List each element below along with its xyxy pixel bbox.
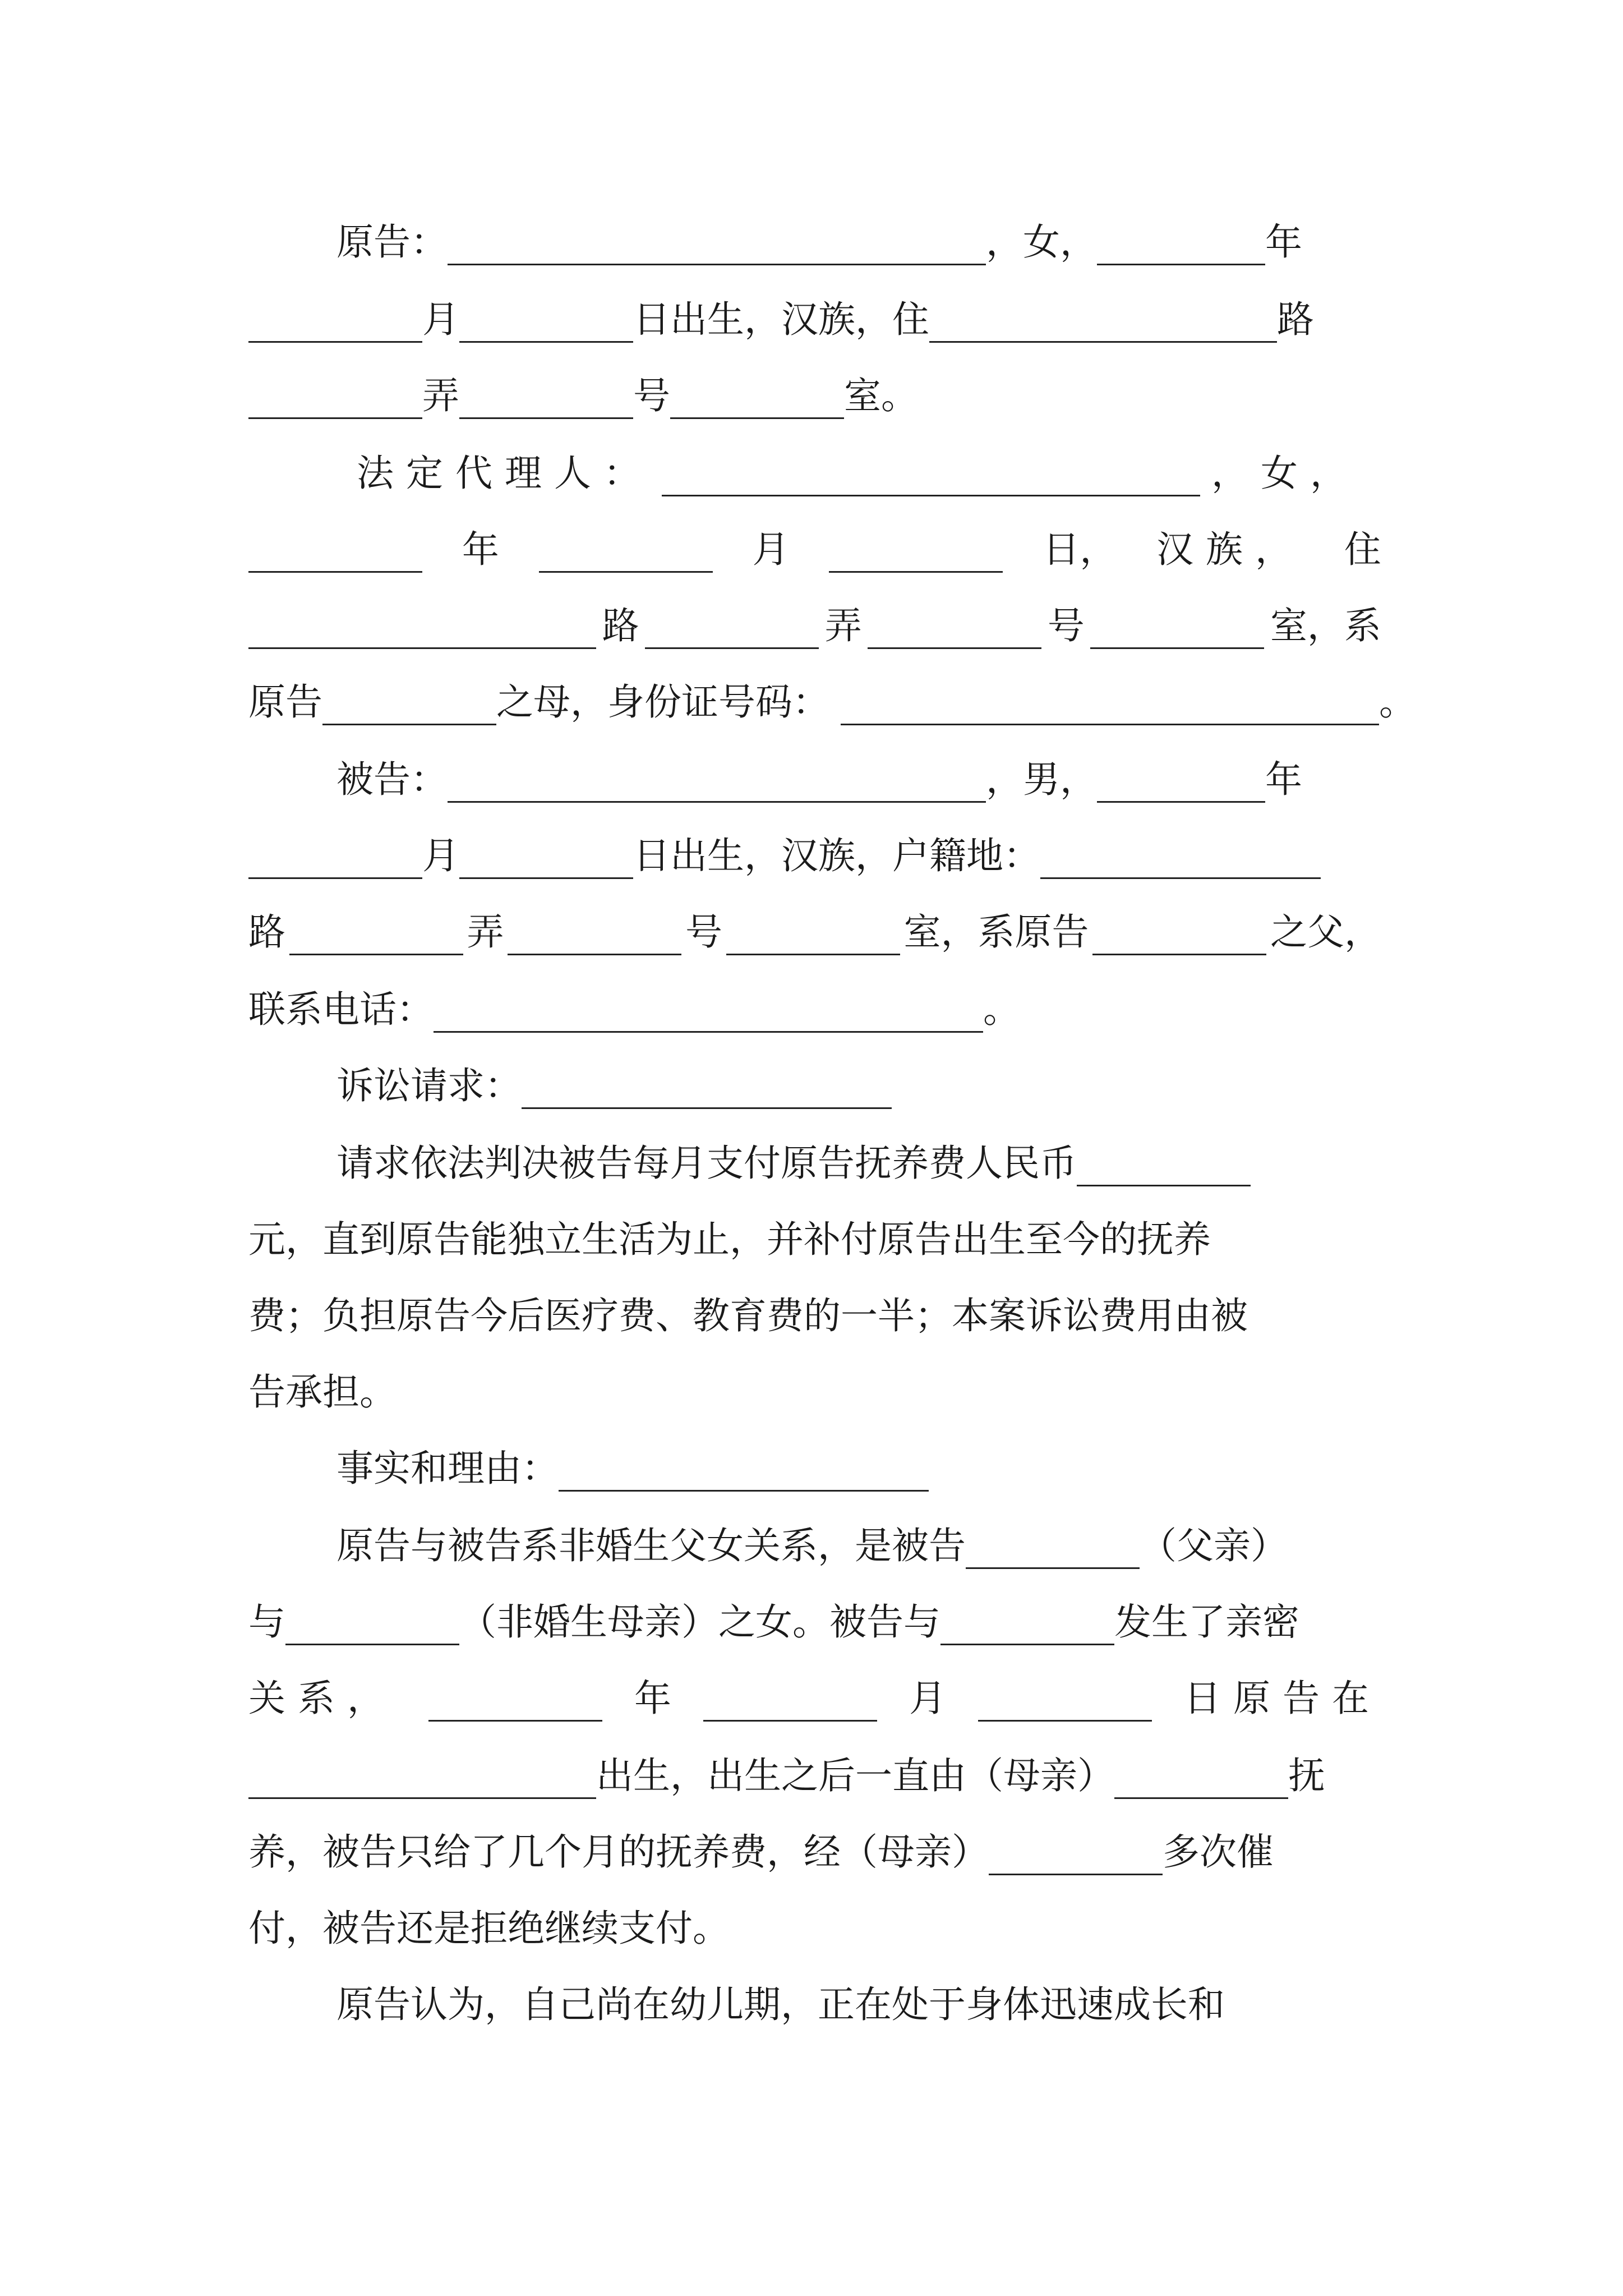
representative-room-blank — [1090, 604, 1264, 649]
facts-text-1f1: 关系， — [248, 1677, 396, 1720]
defendant-month-blank — [248, 834, 422, 879]
claims-text-4: 告承担。 — [248, 1370, 396, 1414]
plaintiff-birth: 日出生，汉族，住 — [633, 298, 929, 341]
defendant-phone-label: 联系电话： — [248, 988, 434, 1031]
representative-lane-blank — [645, 604, 819, 649]
plaintiff-number-blank — [459, 374, 633, 419]
claims-text-1: 请求依法判决被告每月支付原告抚养费人民币 — [336, 1142, 1077, 1185]
plaintiff-number: 号 — [633, 374, 670, 417]
representative-number-blank — [868, 604, 1041, 649]
plaintiff-year-blank — [1097, 220, 1265, 265]
representative-month-blank — [539, 527, 713, 573]
facts-text-1i: 养，被告只给了几个月的抚养费，经（母亲） — [248, 1830, 989, 1874]
representative-road-blank — [248, 604, 596, 649]
facts-text-1f2: 年 — [634, 1677, 671, 1720]
plaintiff-line-2 — [248, 292, 1381, 348]
defendant-father: 之父， — [1270, 910, 1381, 954]
representative-label: 法定代理人： — [357, 452, 653, 495]
defendant-line-1 — [336, 752, 1381, 808]
defendant-lane-blank — [289, 910, 463, 955]
facts-heading: 事实和理由： — [336, 1447, 559, 1490]
defendant-room: 室，系原告 — [903, 910, 1089, 954]
plaintiff-room-blank — [670, 374, 844, 419]
representative-year: 年 — [462, 528, 499, 571]
representative-ethnic: 汉族， — [1156, 528, 1305, 571]
claims-line-1 — [336, 1135, 1381, 1191]
plaintiff-lane: 弄 — [422, 374, 459, 417]
representative-line-1 — [357, 445, 1381, 501]
facts-text-1b: （父亲） — [1140, 1524, 1288, 1567]
facts-text-1f4: 日原告在 — [1184, 1677, 1381, 1720]
defendant-number-blank — [508, 910, 681, 955]
plaintiff-month: 月 — [422, 298, 459, 341]
defendant-line-3 — [248, 904, 1381, 960]
representative-number: 号 — [1047, 604, 1085, 647]
representative-room: 室，系 — [1270, 604, 1381, 647]
facts-raiser-blank — [1114, 1754, 1288, 1799]
facts-text-1f3: 月 — [909, 1677, 946, 1720]
representative-year-blank — [248, 527, 422, 573]
facts-heading-blank — [559, 1446, 929, 1492]
facts-text-1a: 原告与被告系非婚生父女关系，是被告 — [336, 1524, 966, 1567]
plaintiff-line-3 — [248, 368, 1381, 424]
representative-relation-prefix: 原告 — [248, 680, 322, 724]
facts-line-7 — [336, 1977, 1381, 2033]
facts-text-1c: 与 — [248, 1600, 285, 1644]
plaintiff-label: 原告： — [336, 220, 448, 264]
defendant-child-blank — [1092, 910, 1266, 955]
representative-lane: 弄 — [824, 604, 862, 647]
facts-text-1j: 多次催 — [1163, 1830, 1274, 1874]
facts-text-1h: 抚 — [1288, 1754, 1325, 1797]
claims-text-3: 费；负担原告今后医疗费、教育费的一半；本案诉讼费用由被 — [248, 1294, 1248, 1337]
representative-live: 住 — [1344, 528, 1381, 571]
facts-text-1k: 付，被告还是拒绝继续支付。 — [248, 1907, 730, 1950]
facts-year-blank — [428, 1676, 602, 1722]
representative-id-blank — [841, 680, 1379, 725]
defendant-line-4 — [248, 982, 1381, 1038]
defendant-line-2 — [248, 828, 1381, 884]
plaintiff-gender: ，女， — [986, 220, 1097, 264]
facts-month-blank — [703, 1676, 877, 1722]
representative-name-blank — [662, 451, 1200, 496]
facts-mother-blank — [285, 1600, 459, 1645]
claims-line-3 — [248, 1288, 1381, 1344]
defendant-gender: ，男， — [986, 758, 1097, 801]
plaintiff-road: 路 — [1277, 298, 1314, 341]
plaintiff-lane-blank — [248, 374, 422, 419]
representative-end: 。 — [1379, 680, 1416, 724]
representative-day-blank — [829, 527, 1003, 573]
plaintiff-month-blank — [248, 297, 422, 343]
claims-heading-line — [336, 1058, 1381, 1114]
facts-place-blank — [248, 1754, 596, 1799]
representative-id-label: 之母，身份证号码： — [496, 680, 829, 724]
representative-line-3 — [248, 598, 1381, 654]
facts-father-blank — [966, 1524, 1140, 1569]
plaintiff-name-blank — [448, 220, 986, 265]
representative-month: 月 — [752, 528, 790, 571]
defendant-day-blank — [459, 834, 633, 879]
defendant-domicile-blank — [1040, 834, 1321, 879]
plaintiff-room: 室。 — [844, 374, 918, 417]
defendant-year-blank — [1097, 757, 1265, 803]
facts-urger-blank — [989, 1830, 1163, 1875]
facts-line-3 — [248, 1671, 1381, 1727]
facts-text-2: 原告认为，自己尚在幼儿期，正在处于身体迅速成长和 — [336, 1983, 1225, 2026]
facts-line-6 — [248, 1901, 1381, 1957]
defendant-road: 路 — [248, 910, 285, 954]
defendant-birth: 日出生，汉族，户籍地： — [633, 834, 1040, 877]
facts-line-5 — [248, 1824, 1381, 1880]
defendant-lane: 弄 — [467, 910, 504, 954]
facts-heading-line — [336, 1441, 1381, 1497]
facts-text-1e: 发生了亲密 — [1114, 1600, 1299, 1644]
plaintiff-road-blank — [929, 297, 1277, 343]
plaintiff-year: 年 — [1265, 220, 1302, 264]
facts-line-2 — [248, 1594, 1381, 1650]
facts-partner-blank — [940, 1600, 1114, 1645]
representative-line-4 — [248, 674, 1416, 730]
facts-text-1d: （非婚生母亲）之女。被告与 — [459, 1600, 940, 1644]
representative-road: 路 — [602, 604, 639, 647]
defendant-year: 年 — [1265, 758, 1302, 801]
facts-day-blank — [978, 1676, 1152, 1722]
representative-gender: ，女， — [1211, 452, 1359, 495]
facts-line-1 — [336, 1518, 1381, 1574]
defendant-label: 被告： — [336, 758, 448, 801]
defendant-number: 号 — [685, 910, 722, 954]
plaintiff-day-blank — [459, 297, 633, 343]
facts-line-4 — [248, 1748, 1381, 1804]
claims-heading: 诉讼请求： — [336, 1064, 522, 1107]
claims-line-2 — [248, 1212, 1381, 1268]
claims-heading-blank — [522, 1064, 892, 1109]
representative-child-blank — [322, 680, 496, 725]
defendant-end: 。 — [983, 988, 1020, 1031]
defendant-phone-blank — [434, 987, 983, 1033]
defendant-room-blank — [726, 910, 900, 955]
claims-amount-blank — [1077, 1141, 1251, 1186]
defendant-month: 月 — [422, 834, 459, 877]
plaintiff-line-1 — [336, 214, 1381, 270]
facts-text-1g: 出生，出生之后一直由（母亲） — [596, 1754, 1114, 1797]
representative-day: 日， — [1043, 528, 1117, 571]
claims-text-2: 元，直到原告能独立生活为止，并补付原告出生至今的抚养 — [248, 1218, 1211, 1261]
claims-line-4 — [248, 1364, 1381, 1420]
representative-line-2 — [248, 522, 1381, 578]
defendant-name-blank — [448, 757, 986, 803]
